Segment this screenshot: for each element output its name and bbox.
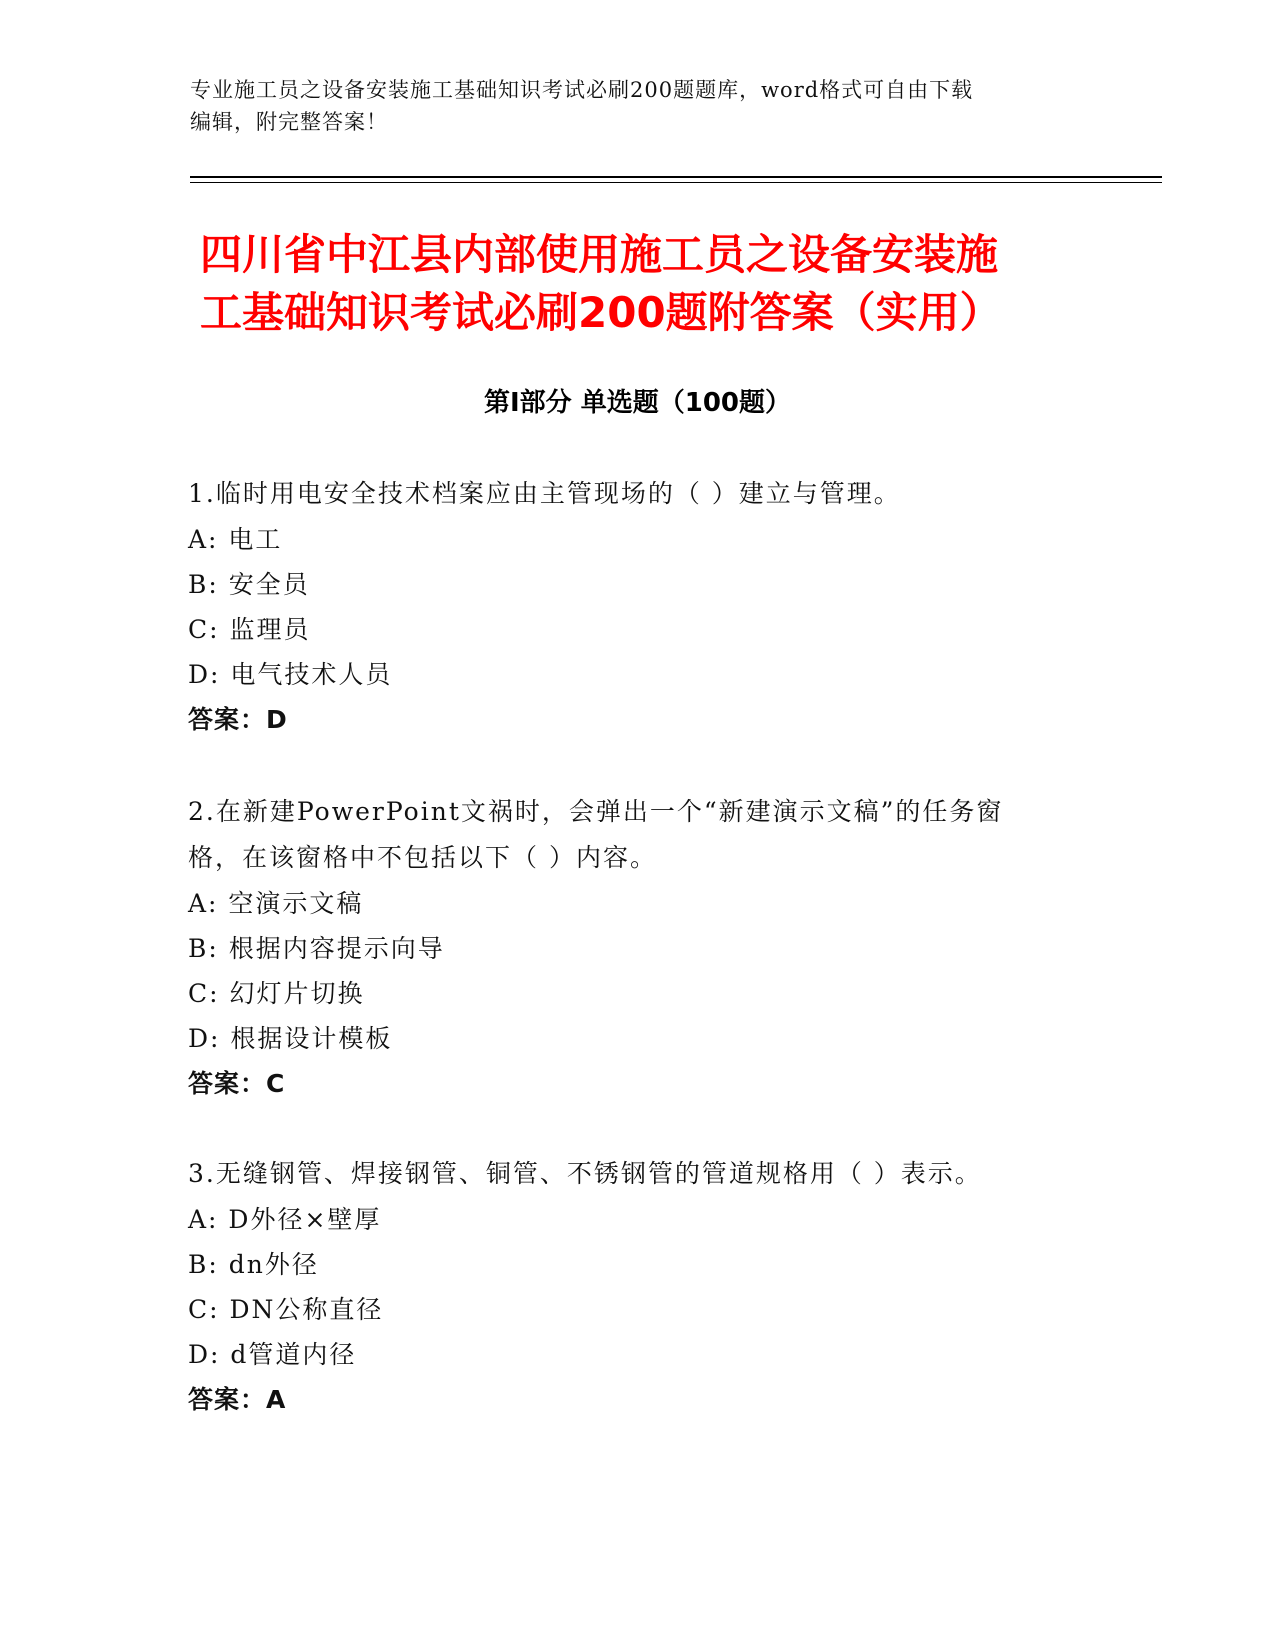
question-stem-line: 2.在新建PowerPoint文祸时，会弹出一个“新建演示文稿”的任务窗: [188, 797, 1004, 826]
option-b: B: dn外径: [188, 1250, 319, 1279]
question-stem: [188, 1151, 1118, 1197]
answer-line: 答案：D: [188, 705, 288, 734]
section-heading: 第Ⅰ部分 单选题（100题）: [484, 388, 791, 418]
header-note-line: 专业施工员之设备安装施工基础知识考试必刷200题题库，word格式可自由下载: [190, 78, 974, 102]
option-a: A: 电工: [188, 525, 283, 554]
header-rule-thin: [190, 182, 1162, 183]
document-title-line: 工基础知识考试必刷200题附答案（实用）: [200, 288, 1002, 337]
answer-line: 答案：A: [188, 1385, 287, 1414]
option-d: D: 根据设计模板: [188, 1024, 393, 1053]
option-a: A: D外径×壁厚: [188, 1205, 382, 1234]
option-b: B: 根据内容提示向导: [188, 934, 445, 963]
question-stem-line: 格，在该窗格中不包括以下（ ）内容。: [188, 843, 657, 872]
option-d: D: 电气技术人员: [188, 660, 393, 689]
answer-line: 答案：C: [188, 1069, 286, 1098]
header-note: [190, 74, 1090, 138]
option-c: C: 幻灯片切换: [188, 979, 365, 1008]
option-d: D: d管道内径: [188, 1340, 357, 1369]
question-stem-line: 3.无缝钢管、焊接钢管、铜管、不锈钢管的管道规格用（ ）表示。: [188, 1159, 982, 1188]
question-stem-line: 1.临时用电安全技术档案应由主管现场的（ ）建立与管理。: [188, 479, 901, 508]
question-block: [188, 789, 1118, 1107]
question-block: [188, 1151, 1118, 1423]
option-c: C: DN公称直径: [188, 1295, 384, 1324]
header-note-line: 编辑，附完整答案！: [190, 110, 388, 134]
question-block: [188, 471, 1118, 743]
document-title-line: 四川省中江县内部使用施工员之设备安装施: [200, 230, 999, 279]
question-stem: [188, 789, 1118, 881]
option-a: A: 空演示文稿: [188, 889, 364, 918]
option-c: C: 监理员: [188, 615, 311, 644]
header-rule-thick: [190, 176, 1162, 178]
document-title: [200, 226, 1160, 342]
question-stem: [188, 471, 1118, 517]
option-b: B: 安全员: [188, 570, 310, 599]
